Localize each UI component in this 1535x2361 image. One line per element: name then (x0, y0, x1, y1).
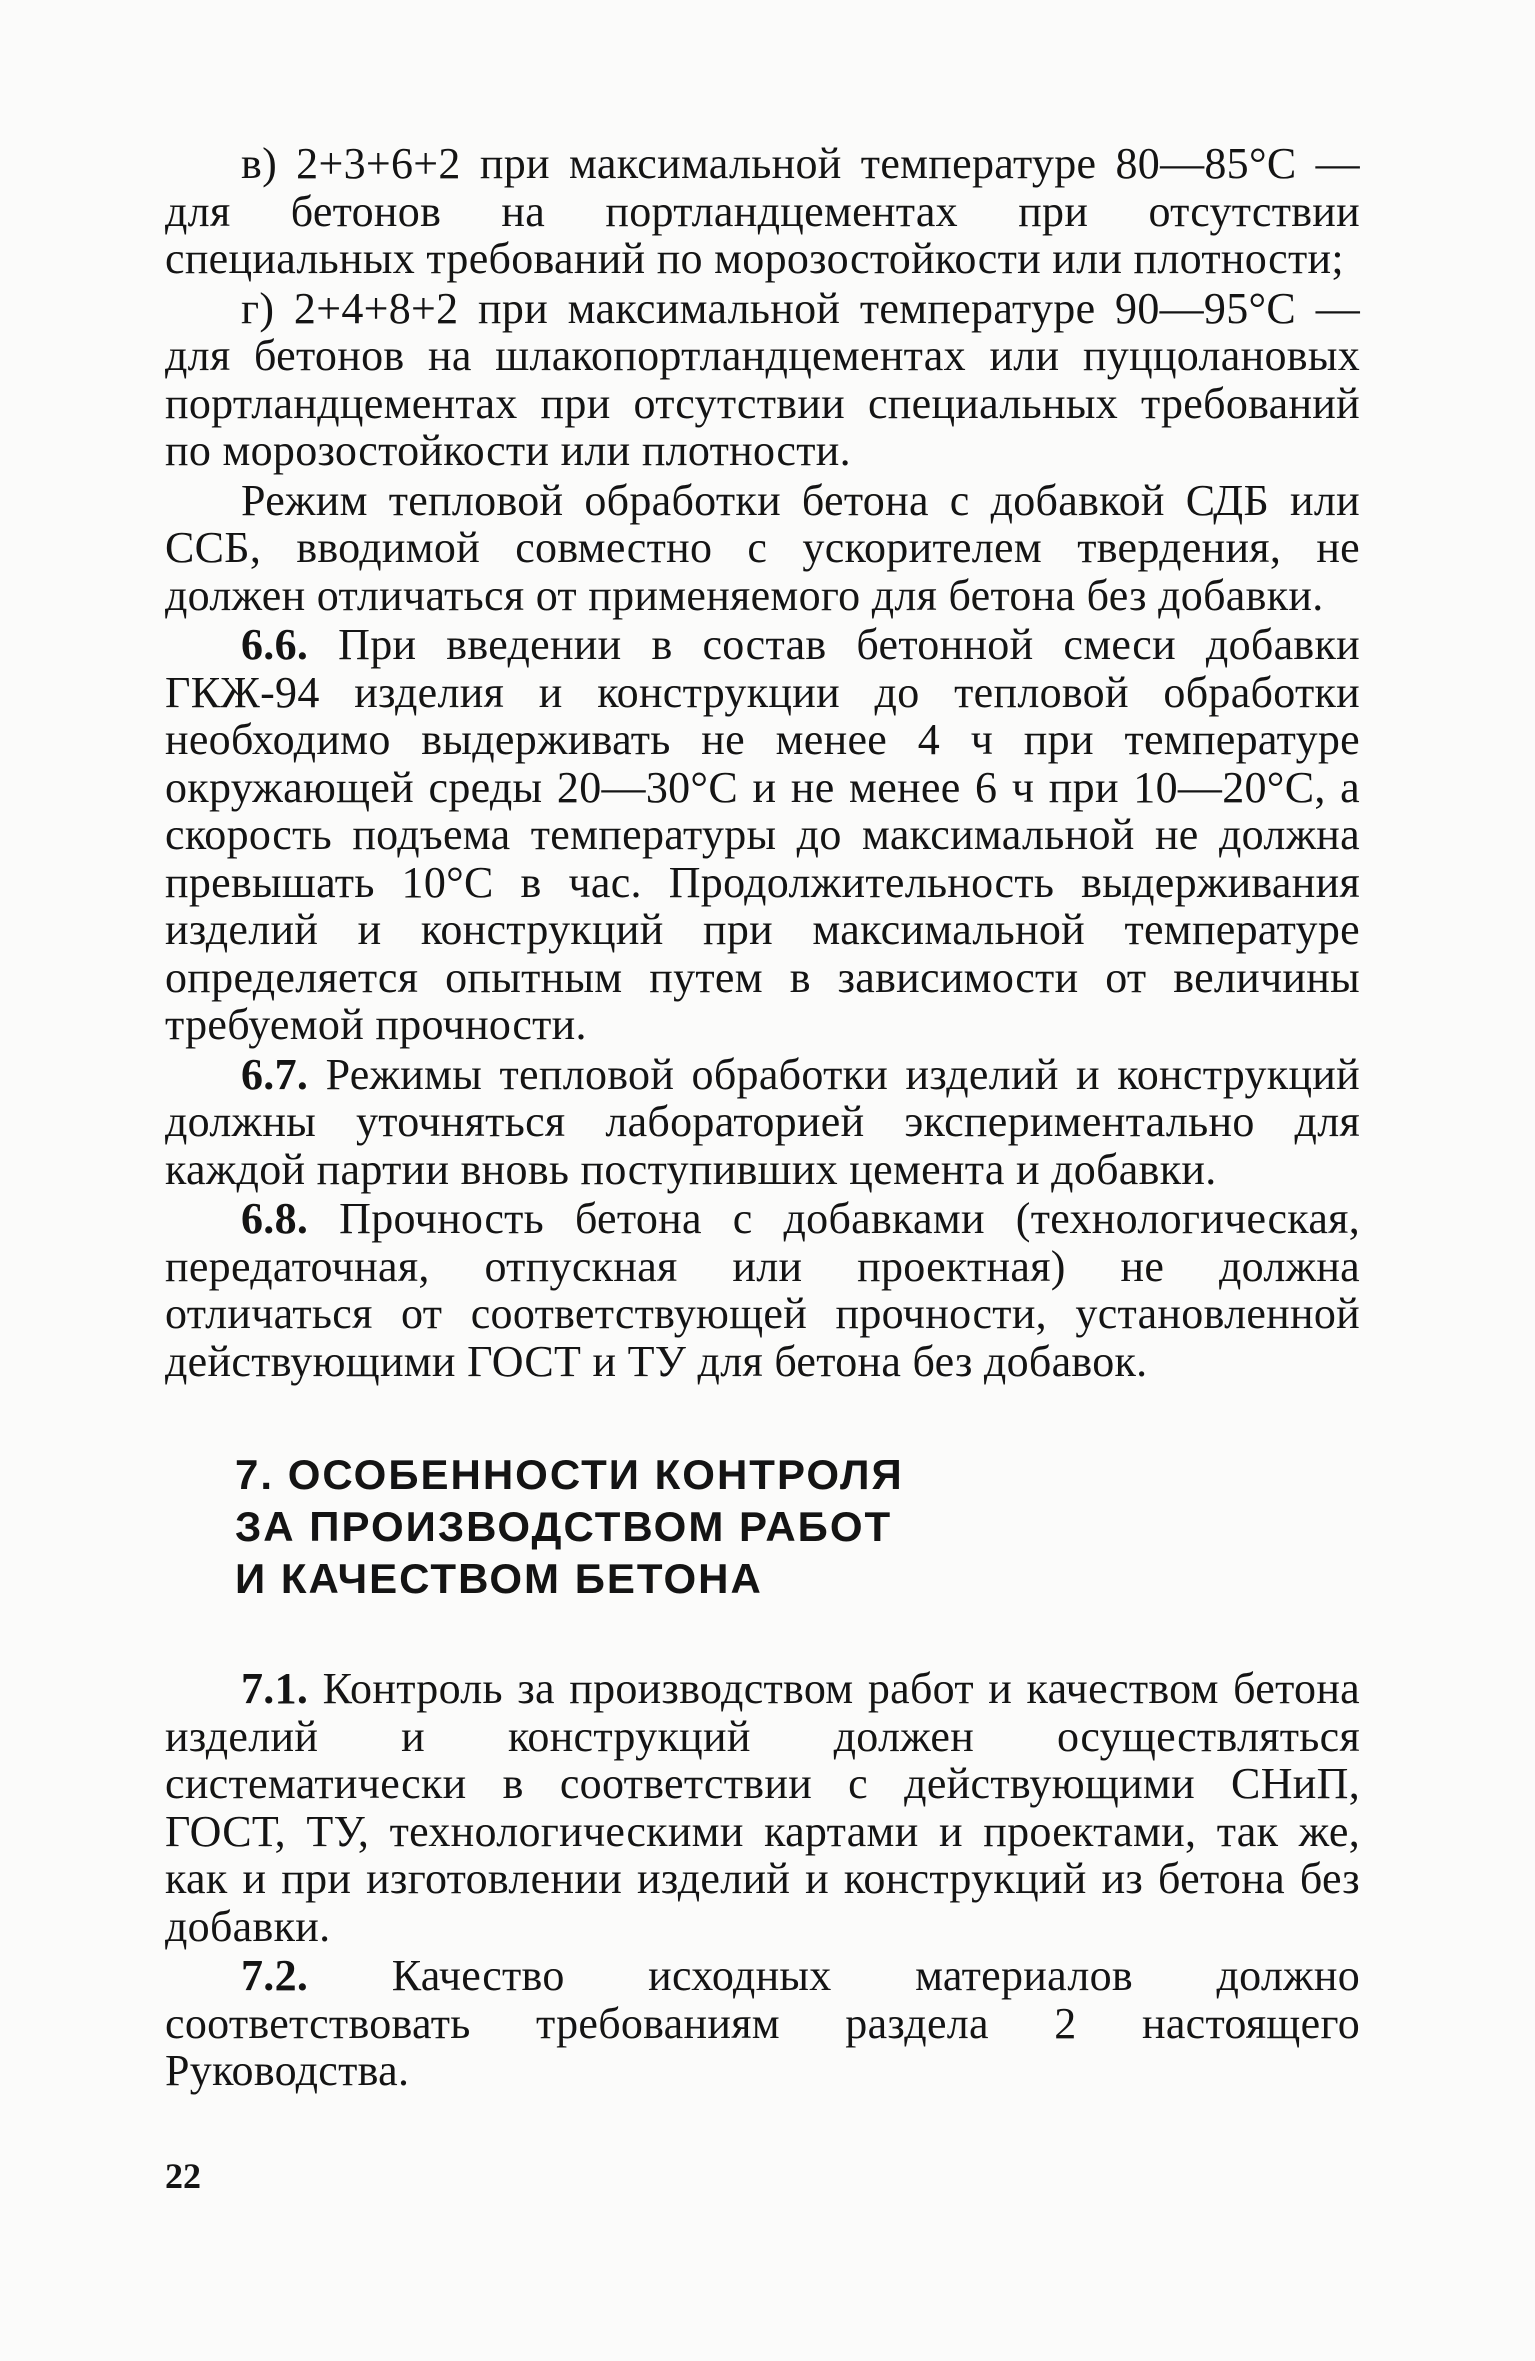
paragraph-item-v (165, 140, 1360, 283)
paragraph-text: г) 2+4+8+2 при максимальной температуре 90—95°С — для бетонов на шлакопортландцементах или пуццолановых портландцементах при отсутствии специальных требований по морозостойкости или плотности. (165, 283, 1360, 475)
paragraph-text: Прочность бетона с добавками (технологическая, передаточная, отпускная или проектная) не должна отличаться от соответствующей прочности, установленной действующими ГОСТ и ТУ для бетона без добавок. (165, 1194, 1360, 1386)
paragraph-7-2 (165, 1952, 1360, 2095)
paragraph-text: в) 2+3+6+2 при максимальной температуре 80—85°С — для бетонов на портландцементах при отсутствии специальных требований по морозостойкости или плотности; (165, 139, 1360, 283)
text-body (165, 140, 1360, 2097)
paragraph-number: 6.7. (241, 1049, 309, 1099)
paragraph-6-7 (165, 1051, 1360, 1194)
paragraph-6-6 (165, 621, 1360, 1049)
paragraph-number: 7.2. (241, 1951, 309, 2000)
section-heading-line: И КАЧЕСТВОМ БЕТОНА (235, 1555, 763, 1602)
page-number: 22 (165, 2156, 201, 2196)
paragraph-item-g (165, 285, 1360, 475)
paragraph-sdb-regime (165, 477, 1360, 620)
section-heading-line: 7. ОСОБЕННОСТИ КОНТРОЛЯ (235, 1451, 904, 1498)
paragraph-6-8 (165, 1195, 1360, 1385)
paragraph-text: Режимы тепловой обработки изделий и конструкций должны уточняться лабораторией экспериментально для каждой партии вновь поступивших цемента и добавки. (165, 1049, 1360, 1194)
section-heading (235, 1449, 1360, 1605)
paragraph-number: 6.8. (241, 1194, 309, 1243)
paragraph-7-1 (165, 1665, 1360, 1950)
paragraph-number: 7.1. (241, 1664, 309, 1713)
paragraph-text: Качество исходных материалов должно соответствовать требованиям раздела 2 настоящего Руководства. (165, 1951, 1360, 2095)
paragraph-number: 6.6. (241, 620, 309, 669)
section-heading-line: ЗА ПРОИЗВОДСТВОМ РАБОТ (235, 1503, 893, 1550)
paragraph-text: Контроль за производством работ и качеством бетона изделий и конструкций должен осуществляться систематически в соответствии с действующими СНиП, ГОСТ, ТУ, технологическими картами и проектами, так же, как и при изготовлении изделий и конструкций из бетона без добавки. (165, 1664, 1360, 1951)
paragraph-text: Режим тепловой обработки бетона с добавкой СДБ или ССБ, вводимой совместно с ускорителем твердения, не должен отличаться от применяемого для бетона без добавки. (165, 475, 1360, 620)
paragraph-text: При введении в состав бетонной смеси добавки ГКЖ-94 изделия и конструкции до тепловой обработки необходимо выдерживать не менее 4 ч при температуре окружающей среды 20—30°С и не менее 6 ч при 10—20°С, а скорость подъема температуры до максимальной не должна превышать 10°С в час. Продолжительность выдерживания изделий и конструкций при максимальной температуре определяется опытным путем в зависимости от величины требуемой прочности. (165, 620, 1360, 1049)
